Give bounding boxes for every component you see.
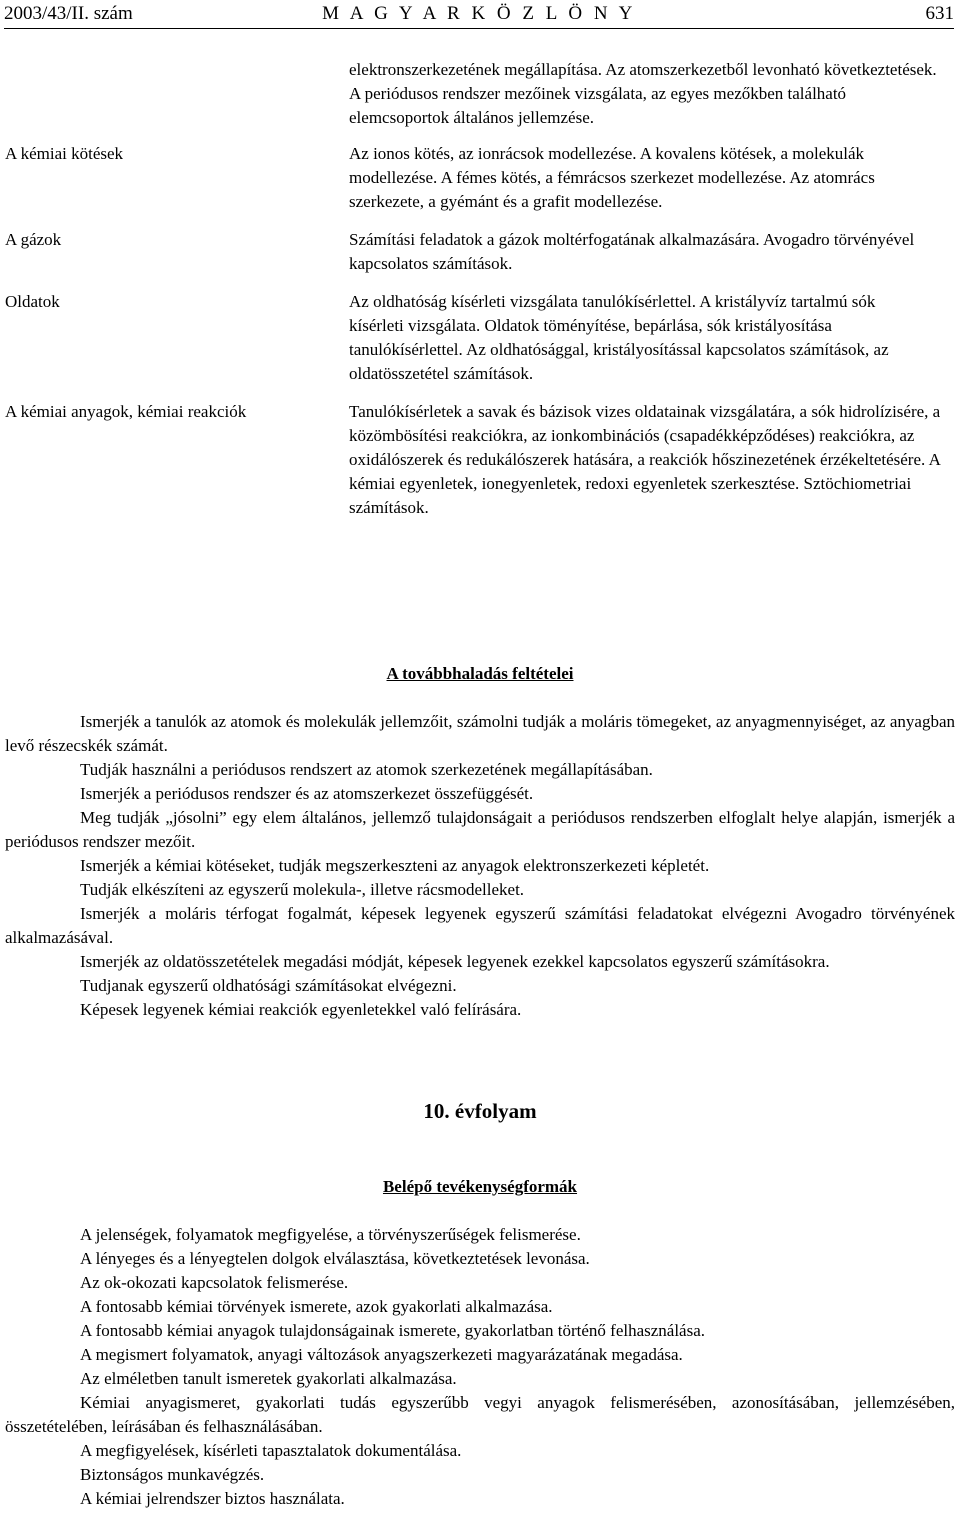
paragraph: Ismerjék az oldatösszetételek megadási módját, képesek legyenek ezekkel kapcsolatos egyszerű számításokra. xyxy=(80,952,830,971)
paragraph: Tudjanak egyszerű oldhatósági számításokat elvégezni. xyxy=(80,976,457,995)
entry-activities-title: Belépő tevékenységformák xyxy=(382,1177,578,1196)
paragraph: A megismert folyamatok, anyagi változások anyagszerkezeti magyarázatának megadása. xyxy=(80,1345,683,1364)
topic-row xyxy=(5,142,950,214)
topic-text: Az oldhatóság kísérleti vizsgálata tanulókísérlettel. A kristályvíz tartalmú sók kísérleti vizsgálata. Oldatok töményítése, bepárlása, sók kristályosítása tanulókísérlettel. Az oldhatósággal, kristályosítással kapcsolatos számítások, az oldatösszetétel számítások. xyxy=(349,292,889,383)
topic-row xyxy=(5,290,950,386)
topic-label xyxy=(5,58,349,130)
topic-text: Tanulókísérletek a savak és bázisok vizes oldatainak vizsgálatára, a sók hidrolízisére, a közömbösítési reakciókra, az ionkombinációs (csapadékképződéses) reakciókra, az oxidálószerek és redukálószerek hatására, a reakciók hőszinezetének érzékeltetésére. A kémiai egyenletek, ionegyenletek, redoxi egyenletek szerkesztése. Sztöchiometriai számítások. xyxy=(349,402,941,517)
paragraph: Ismerjék a moláris térfogat fogalmát, képesek legyenek egyszerű számítási feladatokat elvégezni Avogadro törvényének alkalmazásával. xyxy=(5,904,955,947)
paragraph: A fontosabb kémiai anyagok tulajdonságainak ismerete, gyakorlatban történő felhasználása. xyxy=(80,1321,706,1340)
issue-number: 2003/43/II. szám xyxy=(4,3,133,24)
paragraph: Biztonságos munkavégzés. xyxy=(80,1465,265,1484)
topic-row xyxy=(5,400,950,520)
paragraph: Tudják használni a periódusos rendszert az atomok szerkezetének megállapításában. xyxy=(80,760,653,779)
paragraph: A fontosabb kémiai törvények ismerete, azok gyakorlati alkalmazása. xyxy=(80,1297,553,1316)
topic-label: Oldatok xyxy=(5,292,60,311)
paragraph: Az ok-okozati kapcsolatok felismerése. xyxy=(80,1273,349,1292)
paragraph: Ismerjék a kémiai kötéseket, tudják megszerkeszteni az anyagok elektronszerkezeti képletét. xyxy=(80,856,710,875)
topic-label: A gázok xyxy=(5,230,62,249)
paragraph: A kémiai jelrendszer biztos használata. xyxy=(80,1489,345,1508)
advancement-paragraphs xyxy=(5,710,955,1022)
entry-activities-paragraphs xyxy=(5,1223,955,1511)
journal-title: M A G Y A R K Ö Z L Ö N Y xyxy=(322,3,636,24)
paragraph: Az elméletben tanult ismeretek gyakorlati alkalmazása. xyxy=(80,1369,457,1388)
topic-label: A kémiai kötések xyxy=(5,144,124,163)
paragraph: A lényeges és a lényegtelen dolgok elválasztása, következtetések levonása. xyxy=(80,1249,590,1268)
paragraph: A megfigyelések, kísérleti tapasztalatok dokumentálása. xyxy=(80,1441,462,1460)
paragraph: Tudják elkészíteni az egyszerű molekula-, illetve rácsmodelleket. xyxy=(80,880,525,899)
topic-text: elektronszerkezetének megállapítása. Az atomszerkezetből levonható következtetések. A periódusos rendszer mezőinek vizsgálata, az egyes mezőkben található elemcsoportok általános jellemzése. xyxy=(349,60,937,127)
topic-text: Számítási feladatok a gázok moltérfogatának alkalmazására. Avogadro törvényével kapcsolatos számítások. xyxy=(349,230,915,273)
page-number: 631 xyxy=(925,3,954,24)
topic-table xyxy=(5,58,950,520)
paragraph: Meg tudják „jósolni” egy elem általános, jellemző tulajdonságait a periódusos rendszerben elfoglalt helye alapján, ismerjék a periódusos rendszer mezőit. xyxy=(5,808,955,851)
grade-title: 10. évfolyam xyxy=(423,1099,537,1123)
page-header xyxy=(4,2,954,29)
topic-text: Az ionos kötés, az ionrácsok modellezése. A kovalens kötések, a molekulák modellezése. A fémes kötés, a fémrácsos szerkezet modellezése. Az atomrács szerkezete, a gyémánt és a grafit modellezése. xyxy=(349,144,875,211)
topic-row xyxy=(5,228,950,276)
paragraph: A jelenségek, folyamatok megfigyelése, a törvényszerűségek felismerése. xyxy=(80,1225,581,1244)
advancement-title: A továbbhaladás feltételei xyxy=(386,664,574,683)
paragraph: Képesek legyenek kémiai reakciók egyenletekkel való felírására. xyxy=(80,1000,522,1019)
paragraph: Kémiai anyagismeret, gyakorlati tudás egyszerűbb vegyi anyagok felismerésében, azonosításában, jellemzésében, összetételében, leírásában és felhasználásában. xyxy=(5,1393,955,1436)
topic-label: A kémiai anyagok, kémiai reakciók xyxy=(5,402,247,421)
topic-row xyxy=(5,58,950,130)
paragraph: Ismerjék a periódusos rendszer és az atomszerkezet összefüggését. xyxy=(80,784,534,803)
paragraph: Ismerjék a tanulók az atomok és molekulák jellemzőit, számolni tudják a moláris tömegeket, az anyagmennyiséget, az anyagban levő részecskék számát. xyxy=(5,712,955,755)
